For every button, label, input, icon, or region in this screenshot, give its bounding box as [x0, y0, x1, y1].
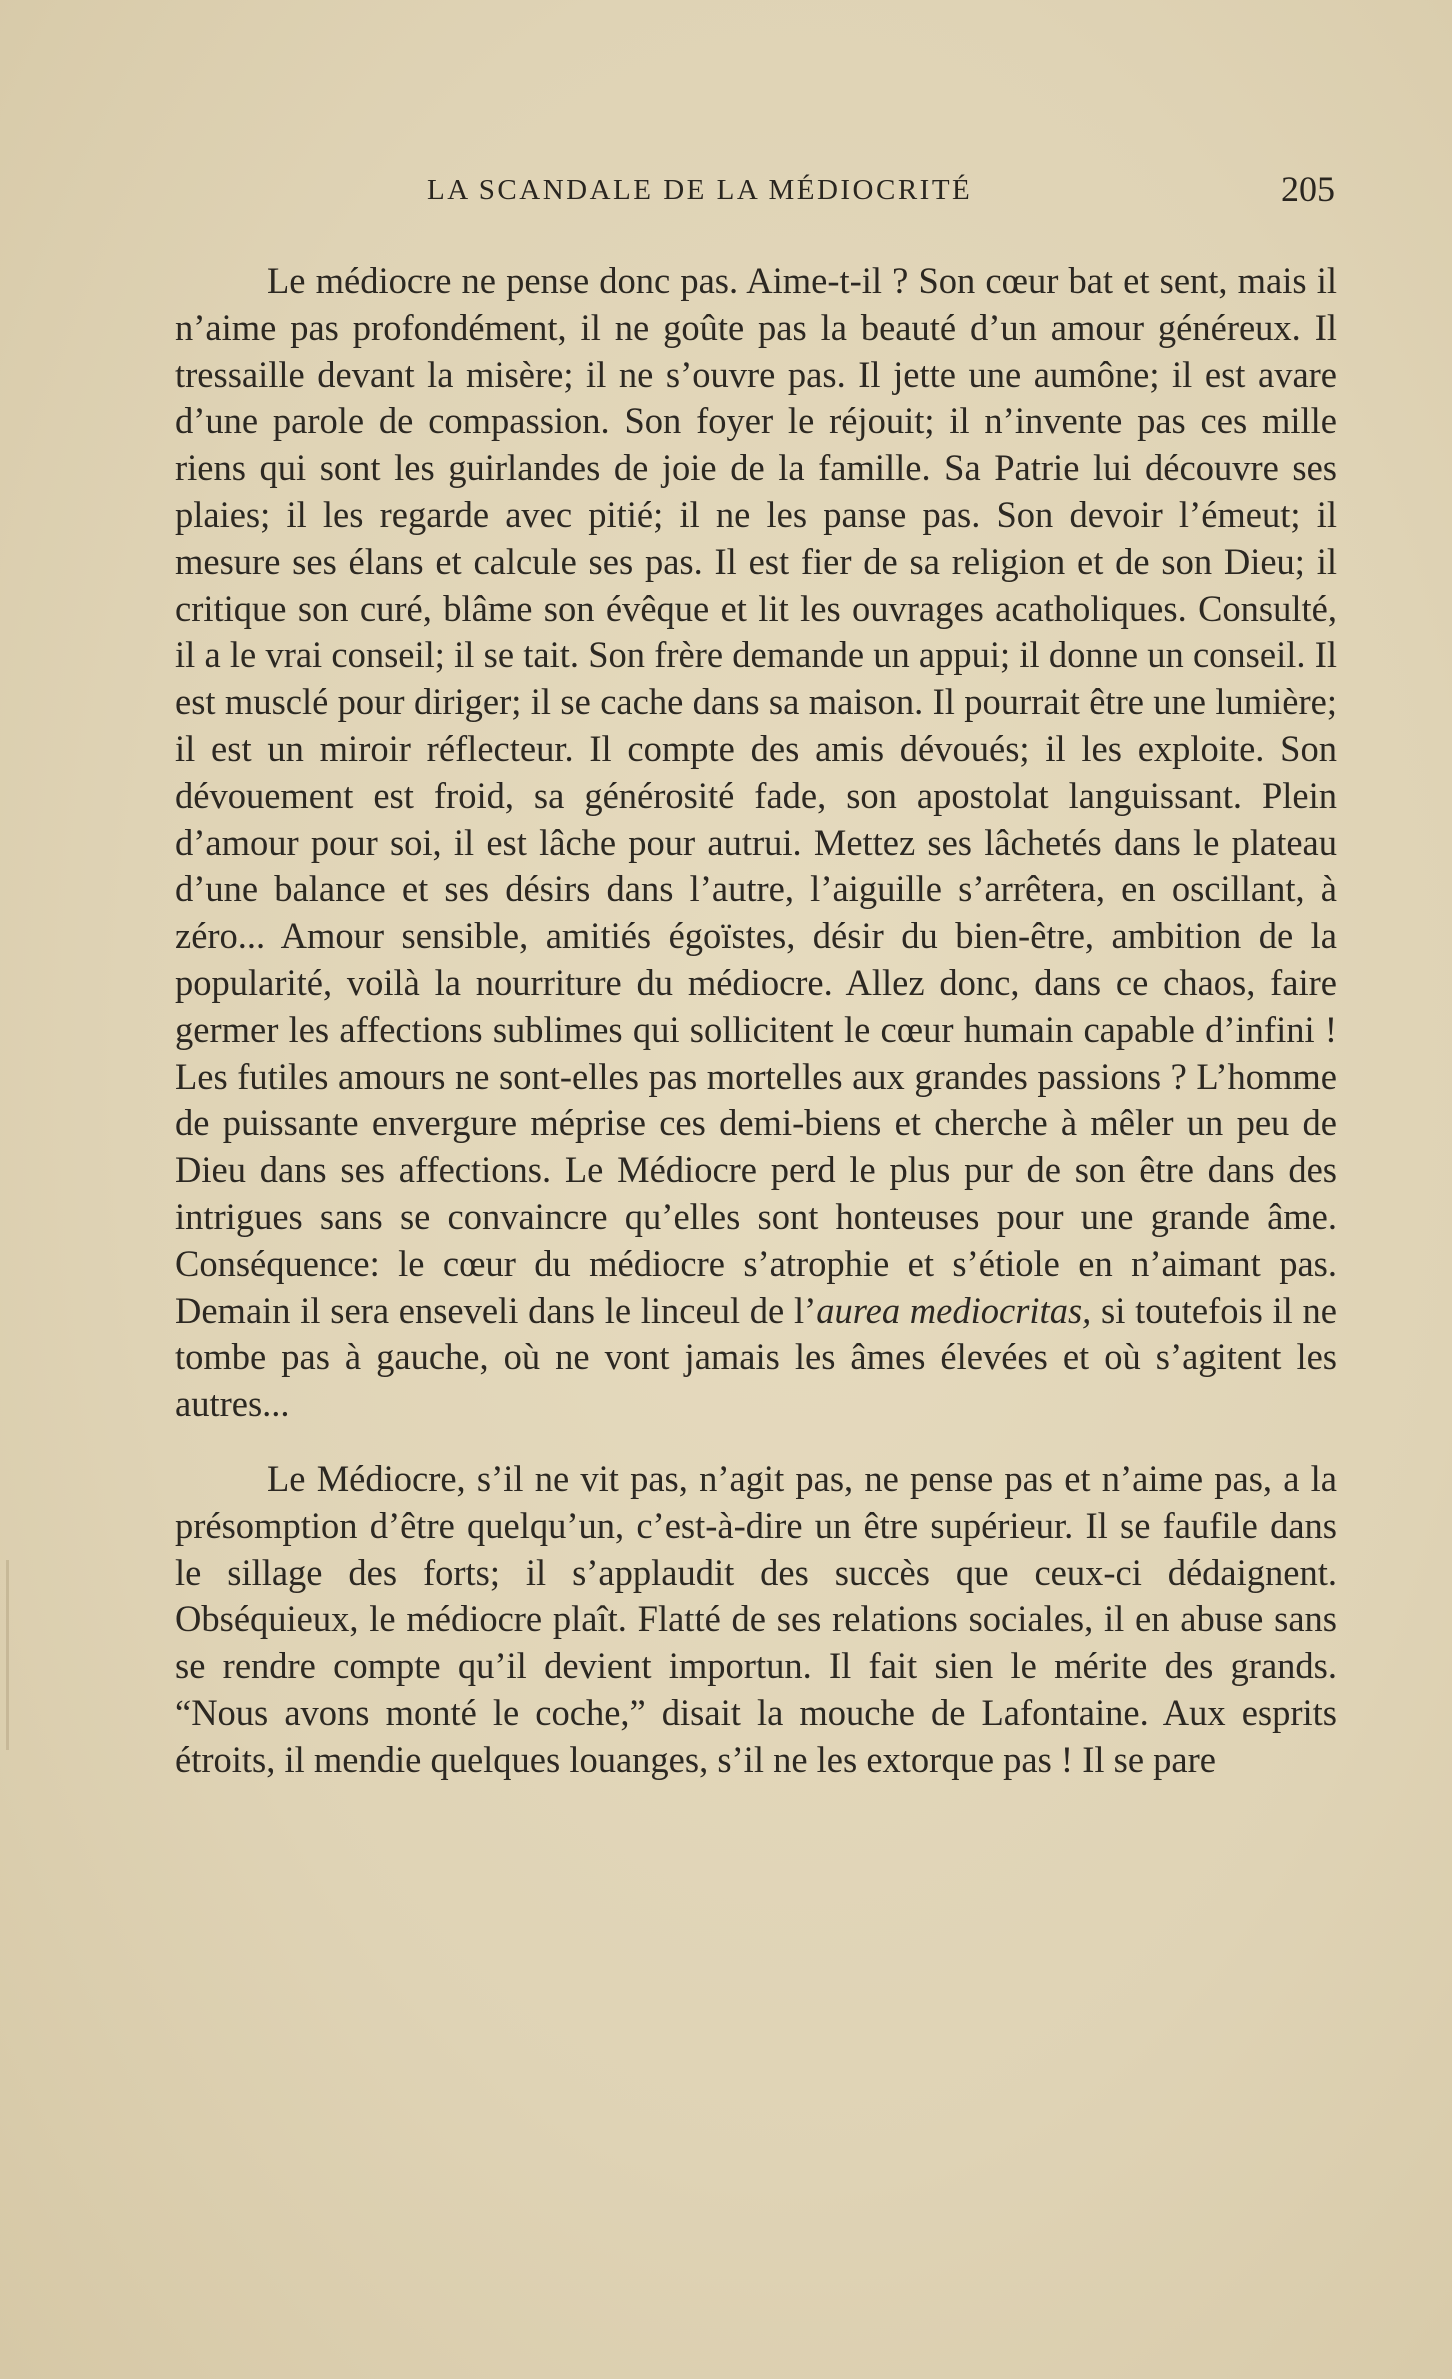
page-number: 205 [1281, 169, 1335, 209]
paragraph-text: Le Médiocre, s’il ne vit pas, n’agit pas, ne pense pas et n’aime pas, a la présomption d’être quelqu’un, c’est-à-dire un être supérieur. Il se faufile dans le sillage des forts; il s’applaudit des succès que ceux-ci dédaignent. Obséquieux, le médiocre plaît. Flatté de ses relations sociales, il en abuse sans se rendre compte qu’il devient importun. Il fait sien le mérite des grands. “Nous avons monté le coche,” disait la mouche de Lafontaine. Aux esprits étroits, il mendie quelques louanges, s’il ne les extorque pas ! Il se pare [175, 1457, 1337, 1780]
page-header [175, 168, 1335, 216]
paragraph [175, 258, 1337, 1428]
page-edge-shadow [6, 1560, 9, 1750]
running-title: LA SCANDALE DE LA MÉDIOCRITÉ [427, 174, 973, 206]
paragraph [175, 1456, 1337, 1784]
paragraph-text: Le médiocre ne pense donc pas. Aime-t-il ? Son cœur bat et sent, mais il n’aime pas profondément, il ne goûte pas la beauté d’un amour généreux. Il tressaille devant la misère; il ne s’ouvre pas. Il jette une aumône; il est avare d’une parole de compassion. Son foyer le réjouit; il n’invente pas ces mille riens qui sont les guirlandes de joie de la famille. Sa Patrie lui découvre ses plaies; il les regarde avec pitié; il ne les panse pas. Son devoir l’émeut; il mesure ses élans et calcule ses pas. Il est fier de sa religion et de son Dieu; il critique son curé, blâme son évêque et lit les ouvrages acatholiques. Consulté, il a le vrai conseil; il se tait. Son frère demande un appui; il donne un conseil. Il est musclé pour diriger; il se cache dans sa maison. Il pourrait être une lumière; il est un miroir réflecteur. Il compte des amis dévoués; il les exploite. Son dévouement est froid, sa générosité fade, son apostolat languissant. Plein d’amour pour soi, il est lâche pour autrui. Mettez ses lâchetés dans le plateau d’une balance et ses désirs dans l’autre, l’aiguille s’arrêtera, en oscillant, à zéro... Amour sensible, amitiés égoïstes, désir du bien-être, ambition de la popularité, voilà la nourriture du médiocre. Allez donc, dans ce chaos, faire germer les affections sublimes qui sollicitent le cœur humain capable d’infini ! Les futiles amours ne sont-elles pas mortelles aux grandes passions ? L’homme de puissante envergure méprise ces demi-biens et cherche à mêler un peu de Dieu dans ses affections. Le Médiocre perd le plus pur de son être dans des intrigues sans se convaincre qu’elles sont honteuses pour une grande âme. Conséquence: le cœur du médiocre s’atrophie et s’étiole en n’aimant pas. Demain il sera enseveli dans le linceul de l’ [175, 260, 1337, 1331]
italic-phrase: aurea mediocritas, [816, 1289, 1092, 1331]
body-text [175, 258, 1337, 1784]
paragraph-text-continued: si toutefois il ne tombe pas à gauche, où ne vont jamais les âmes élevées et où s’agitent les autres... [175, 1289, 1337, 1425]
